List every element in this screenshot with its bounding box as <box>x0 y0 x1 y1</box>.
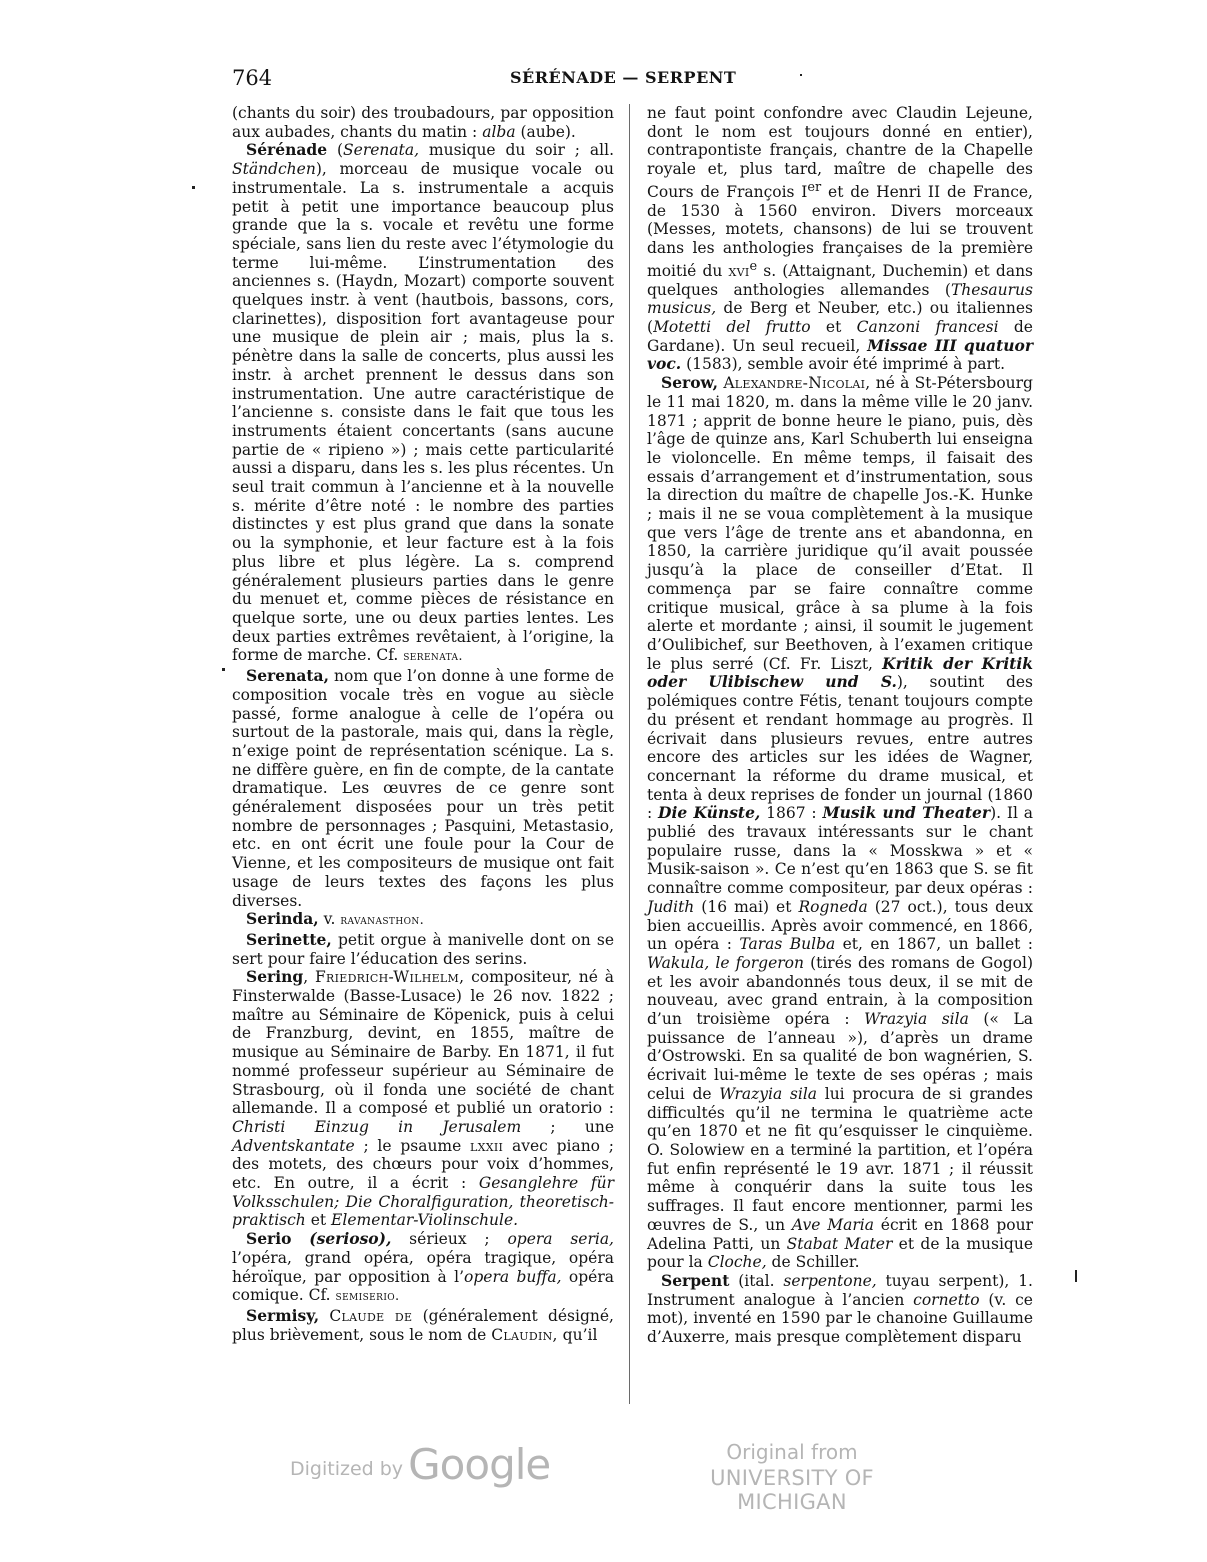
right-column <box>647 104 1033 1347</box>
cross-reference: serenata. <box>403 649 463 665</box>
cross-reference: semiserio. <box>335 1289 400 1305</box>
entry-serio: Serio (serioso), sérieux ; opera seria, l’opéra, grand opéra, opéra tragique, opéra héroïque, par opposition à l’opera buffa, opéra comique. Cf. semiserio. <box>232 1229 614 1305</box>
entry-serinda: Serinda, v. ravanasthon. <box>246 909 425 929</box>
entry-serenade: Sérénade (Serenata, musique du soir ; all. Ständchen), morceau de musique vocale ou instrumentale. La s. instrumentale a acquis petit à petit une importance beaucoup plus grande que la s. vocale et revêtu une forme spéciale, sans lien du reste avec l’étymologie du terme lui-même. L’instrumentation des anciennes s. (Haydn, Mozart) comporte souvent quelques instr. à vent (hautbois, bassons, cors, clarinettes), disposition fort avantageuse pour une musique de plein air ; mais, plus la s. pénètre dans la salle de concerts, plus aussi les instr. à archet prennent le dessus dans son instrumentation. Une autre caractéristique de l’ancienne s. consiste dans le fait que tous les instruments étaient concertants (sans aucune partie de « ripieno ») ; mais cette particularité aussi a disparu, dans les s. les plus récentes. Un seul trait commun à l’ancienne et à la nouvelle s. mérite d’être noté : le nombre des parties distinctes y est plus grand que dans la sonate ou la symphonie, et leur facture est à la fois plus libre et plus légère. La s. comprend généralement plusieurs parties dans le genre du menuet et, comme pièces de résistance en quelque sorte, une ou deux parties lentes. Les deux parties extrêmes revêtaient, à l’origine, la forme de marche. Cf. serenata. <box>232 140 614 665</box>
print-speck <box>800 74 802 76</box>
page-number: 764 <box>232 66 273 90</box>
entry-sermisy-continued: ne faut point confondre avec Claudin Lejeune, dont le nom est toujours donné en entier), contrapontiste français, chantre de la Chapelle royale et, plus tard, maître de chapelle des Cours de François Ier et de Henri II de France, de 1530 à 1560 environ. Divers morceaux (Messes, motets, chansons) de lui se trouvent dans les anthologies françaises de la première moitié du xvi$^e$ s. (Attaignant, Duchemin) et dans quelques anthologies allemandes (Thesaurus musicus, de Berg et Neuber, etc.) ou italiennes (Motetti del frutto et Canzoni francesi de Gardane). Un seul recueil, Missae III quatuor voc. (1583), semble avoir été imprimé à part. <box>647 104 1034 374</box>
print-speck <box>1075 1270 1077 1282</box>
entry-serpent: Serpent (ital. serpentone, tuyau serpent), 1. Instrument analogue à l’ancien cornetto (v. ce mot), inventé en 1590 par le chanoine Guillaume d’Auxerre, mais presque complètement disparu <box>647 1270 1033 1347</box>
headword: Sermisy, <box>246 1306 320 1325</box>
google-watermark: Digitized by Google <box>290 1440 551 1489</box>
entry-serow: Serow, Alexandre-Nicolai, né à St-Pétersbourg le 11 mai 1820, m. dans la même ville le 20 janv. 1871 ; apprit de bonne heure le piano, puis, dès l’âge de quinze ans, Karl Schuberth lui enseigna le violoncelle. En même temps, il faisait des essais d’arrangement et d’instrumentation, sous la direction du maître de chapelle Jos.-K. Hunke ; mais il ne se voua complètement à la musique que vers l’âge de trente ans et abandonna, en 1850, la carrière juridique qu’il avait poussée jusqu’à la place de conseiller d’Etat. Il commença par se faire connaître comme critique musical, grâce à sa plume à la fois alerte et mordante ; ainsi, il soumit le jugement d’Oulibichef, sur Beethoven, à l’examen critique le plus serré (Cf. Fr. Liszt, Kritik der Kritik oder Ulibischew und S.), soutint des polémiques contre Fétis, tenant toujours compte du présent et rendant hommage au progrès. Il écrivait dans plusieurs revues, entre autres encore des articles sur les idées de Wagner, concernant la réforme du drame musical, et tenta à deux reprises de fonder un journal (1860 : Die Künste, 1867 : Musik und Theater). Il a publié des travaux intéressants sur le chant populaire russe, dans la « Mosskwa » et « Musik-saison ». Ce n’est qu’en 1863 que S. se fit connaître comme compositeur, par deux opéras : Judith (16 mai) et Rogneda (27 oct.), tous deux bien accueillis. Après avoir commencé, en 1866, un opéra : Taras Bulba et, en 1867, un ballet : Wakula, le forgeron (tirés des romans de Gogol) et les avoir abandonnés tous deux, il se mit de nouveau, avec grand entrain, à la composition d’un troisième opéra : Wrazyia sila (« La puissance de l’anneau »), d’après un drame d’Ostrowski. En sa qualité de bon wagnérien, S. écrivait lui-même le texte de ses opéras ; mais celui de Wrazyia sila lui procura de si grandes difficultés qu’il ne termina le quatrième acte qu’en 1870 et ne fit qu’esquisser le cinquième. O. Solowiew en a terminé la partition, et l’opéra fut enfin représenté le 19 avr. 1871 ; il réussit même à conquérir dans la suite tous les suffrages. Il faut encore mentionner, parmi les œuvres de S., un Ave Maria écrit en 1868 pour Adelina Patti, un Stabat Mater et de la musique pour la Cloche, de Schiller. <box>647 373 1034 1272</box>
column-divider <box>629 104 630 1404</box>
headword: Sering <box>246 967 304 987</box>
headword: Serio <box>246 1229 292 1249</box>
entry-serenata: Serenata, nom que l’on donne à une forme de composition vocale très en vogue au siècle passé, forme analogue à celle de l’opéra ou surtout de la pastorale, mais qui, dans la règle, n’exige point de représentation scénique. La s. ne diffère guère, en fin de compte, de la cantate dramatique. Les œuvres de ce genre sont généralement disposées pour un très petit nombre de personnages ; Pasquini, Metastasio, etc. en ont écrit une foule pour la Cour de Vienne, et les compositeurs de musique ont fait usage de leurs textes des façons les plus diverses. <box>232 666 614 910</box>
library-watermark: Original from UNIVERSITY OF MICHIGAN <box>710 1440 874 1514</box>
headword: Serinette, <box>246 929 332 949</box>
running-title: SÉRÉNADE — SERPENT <box>510 68 737 87</box>
left-column <box>232 104 614 1344</box>
print-speck <box>222 668 225 671</box>
entry-continuation: (chants du soir) des troubadours, par opposition aux aubades, chants du matin : alba (aube). <box>232 104 614 141</box>
cross-reference: ravanasthon. <box>340 913 425 929</box>
entry-serinette: Serinette, petit orgue à manivelle dont on se sert pour faire l’éducation des serins. <box>232 929 614 968</box>
headword: Serinda, <box>246 909 319 929</box>
headword: Sérénade <box>246 140 328 160</box>
print-speck <box>192 186 195 189</box>
headword: Serpent <box>661 1270 730 1290</box>
entry-sering: Sering, Friedrich-Wilhelm, compositeur, né à Finsterwalde (Basse-Lusace) le 26 nov. 1822 ; maître au Séminaire de Köpenick, puis à celui de Franzburg, devint, en 1855, maître de musique au Séminaire de Barby. En 1871, il fut nommé professeur supérieur au Séminaire de Strasbourg, où il fonda une société de chant allemande. Il a composé et publié un oratorio : Christi Einzug in Jerusalem ; une Adventskantate ; le psaume lxxii avec piano ; des motets, des chœurs pour voix d’hommes, etc. En outre, il a écrit : Gesanglehre für Volksschulen; Die Choralfiguration, theoretisch-praktisch et Elementar-Violinschule. <box>232 967 615 1230</box>
page-header <box>232 66 1034 96</box>
entry-sermisy: Sermisy, Claude de (généralement désigné, plus brièvement, sous le nom de Claudin, qu’il <box>232 1306 614 1344</box>
headword: Serenata, <box>246 666 329 686</box>
headword: Serow, <box>661 373 719 393</box>
